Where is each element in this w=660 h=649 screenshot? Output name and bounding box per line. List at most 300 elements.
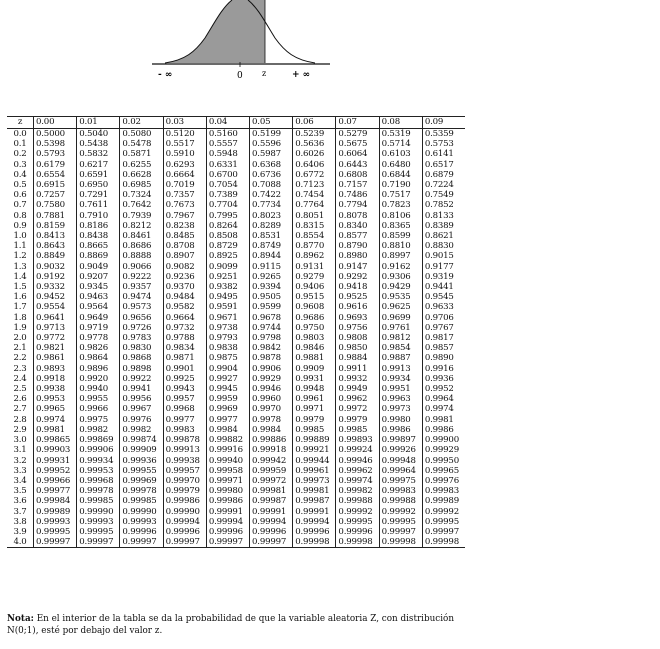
probability-cell: 0.9890 (424, 353, 454, 364)
probability-cell: 0.99976 (424, 475, 459, 486)
probability-cell: 0.99869 (77, 435, 120, 445)
probability-cell: 0.99997 (424, 526, 459, 537)
probability-cell: 0.9961 (293, 394, 336, 404)
probability-cell: 0.99988 (336, 496, 379, 506)
probability-cell: 0.9744 (250, 323, 293, 333)
probability-cell: 0.8577 (336, 231, 379, 241)
pos-infinity-label: + ∞ (292, 70, 311, 80)
probability-cell: 0.9898 (120, 364, 163, 374)
probability-cell: 0.9918 (34, 374, 77, 384)
probability-cell: 0.9706 (424, 312, 454, 323)
probability-cell: 0.9955 (77, 394, 120, 404)
probability-cell: 0.9913 (379, 364, 422, 374)
table-row (7, 323, 465, 333)
probability-cell: 0.99998 (379, 537, 422, 548)
probability-cell: 0.99996 (293, 527, 336, 537)
probability-cell: 0.99987 (250, 496, 293, 506)
table-row (7, 241, 465, 251)
probability-cell: 0.9887 (379, 353, 422, 363)
column-header: 0.09 (424, 117, 444, 128)
probability-cell: 0.8708 (163, 241, 206, 251)
probability-cell: 0.7734 (250, 200, 293, 210)
probability-cell: 0.6480 (379, 160, 422, 170)
probability-cell: 0.9970 (250, 404, 293, 414)
probability-cell: 0.5517 (163, 139, 206, 149)
probability-cell: 0.99987 (293, 496, 336, 506)
probability-cell: 0.99931 (34, 456, 77, 466)
probability-cell: 0.9857 (424, 343, 454, 354)
probability-cell: 0.7910 (77, 211, 120, 221)
probability-cell: 0.99985 (77, 496, 120, 506)
probability-cell: 0.8078 (336, 211, 379, 221)
zero-label: 0 (237, 71, 243, 81)
probability-cell: 0.9265 (250, 272, 293, 282)
probability-cell: 0.5080 (120, 129, 163, 140)
probability-cell: 0.9973 (379, 404, 422, 414)
probability-cell: 0.9938 (34, 384, 77, 394)
probability-cell: 0.99983 (424, 486, 459, 497)
table-row (7, 537, 465, 548)
probability-cell: 0.5239 (293, 129, 336, 140)
probability-cell: 0.99924 (336, 445, 379, 455)
probability-cell: 0.6217 (77, 160, 120, 170)
table-row (7, 486, 465, 496)
table-row (7, 190, 465, 200)
probability-cell: 0.5120 (163, 129, 206, 140)
probability-cell: 0.9573 (120, 302, 163, 312)
probability-cell: 0.9306 (379, 272, 422, 282)
probability-cell: 0.6736 (250, 170, 293, 180)
probability-cell: 0.9978 (250, 415, 293, 425)
probability-cell: 0.6664 (163, 170, 206, 180)
probability-cell: 0.99997 (379, 527, 422, 537)
probability-cell: 0.9608 (293, 302, 336, 312)
table-row (7, 435, 465, 445)
probability-cell: 0.9251 (206, 272, 249, 282)
row-z-value: 0.6 (7, 190, 34, 200)
row-z-value: 0.1 (7, 139, 34, 149)
probability-cell: 0.9656 (120, 313, 163, 323)
probability-cell: 0.99996 (206, 527, 249, 537)
probability-cell: 0.9985 (336, 425, 379, 435)
table-row (7, 221, 465, 231)
probability-cell: 0.9599 (250, 302, 293, 312)
probability-cell: 0.8186 (77, 221, 120, 231)
probability-cell: 0.5557 (206, 139, 249, 149)
table-row (7, 496, 465, 506)
probability-cell: 0.9878 (250, 353, 293, 363)
probability-cell: 0.99998 (336, 537, 379, 548)
probability-cell: 0.7454 (293, 190, 336, 200)
probability-cell: 0.7257 (34, 190, 77, 200)
probability-cell: 0.99992 (424, 506, 459, 517)
probability-cell: 0.8413 (34, 231, 77, 241)
row-z-value: 0.3 (7, 160, 34, 170)
row-z-value: 1.7 (7, 302, 34, 312)
probability-cell: 0.8621 (424, 231, 454, 242)
probability-cell: 0.7019 (163, 180, 206, 190)
probability-cell: 0.9292 (336, 272, 379, 282)
probability-cell: 0.7324 (120, 190, 163, 200)
probability-cell: 0.9633 (424, 302, 454, 313)
probability-cell: 0.9192 (34, 272, 77, 282)
probability-cell: 0.9793 (206, 333, 249, 343)
column-header: 0.07 (336, 117, 379, 129)
row-z-value: 0.4 (7, 170, 34, 180)
probability-cell: 0.9616 (336, 302, 379, 312)
probability-cell: 0.8023 (250, 211, 293, 221)
table-row (7, 292, 465, 302)
probability-cell: 0.99979 (163, 486, 206, 496)
probability-cell: 0.8962 (293, 251, 336, 261)
table-row (7, 527, 465, 537)
column-header: 0.04 (206, 117, 249, 129)
probability-cell: 0.99980 (206, 486, 249, 496)
probability-cell: 0.8749 (250, 241, 293, 251)
probability-cell: 0.99990 (163, 507, 206, 517)
probability-cell: 0.9981 (424, 414, 454, 425)
probability-cell: 0.9452 (34, 292, 77, 302)
probability-cell: 0.8051 (293, 211, 336, 221)
probability-cell: 0.9920 (77, 374, 120, 384)
probability-cell: 0.7088 (250, 180, 293, 190)
probability-cell: 0.9817 (424, 333, 454, 344)
probability-cell: 0.6064 (336, 149, 379, 159)
row-z-value: 2.4 (7, 374, 34, 384)
row-z-value: 0.9 (7, 221, 34, 231)
row-z-value: 3.3 (7, 466, 34, 476)
table-row (7, 374, 465, 384)
probability-cell: 0.9279 (293, 272, 336, 282)
probability-cell: 0.9932 (336, 374, 379, 384)
probability-cell: 0.99997 (163, 537, 206, 548)
table-row (7, 160, 465, 170)
probability-cell: 0.99903 (34, 445, 77, 455)
probability-cell: 0.9591 (206, 302, 249, 312)
column-header: 0.00 (34, 117, 77, 129)
probability-cell: 0.5398 (34, 139, 77, 149)
probability-cell: 0.99918 (250, 445, 293, 455)
probability-cell: 0.99997 (77, 537, 120, 548)
probability-cell: 0.9979 (293, 415, 336, 425)
probability-cell: 0.9678 (250, 313, 293, 323)
probability-cell: 0.99985 (120, 496, 163, 506)
probability-cell: 0.9332 (34, 282, 77, 292)
table-row (7, 343, 465, 353)
probability-cell: 0.9382 (206, 282, 249, 292)
row-z-value: 1.8 (7, 313, 34, 323)
table-row (7, 353, 465, 363)
probability-cell: 0.9922 (120, 374, 163, 384)
probability-cell: 0.99942 (250, 456, 293, 466)
table-note (7, 614, 467, 637)
probability-cell: 0.7967 (163, 211, 206, 221)
probability-cell: 0.9986 (424, 424, 454, 435)
probability-cell: 0.99944 (293, 456, 336, 466)
probability-cell: 0.99995 (34, 527, 77, 537)
probability-cell: 0.99993 (120, 517, 163, 527)
probability-cell: 0.8461 (120, 231, 163, 241)
probability-cell: 0.5319 (379, 129, 422, 140)
probability-cell: 0.5040 (77, 129, 120, 140)
probability-cell: 0.99993 (77, 517, 120, 527)
probability-cell: 0.7389 (206, 190, 249, 200)
probability-cell: 0.6331 (206, 160, 249, 170)
probability-cell: 0.99996 (336, 527, 379, 537)
probability-cell: 0.7673 (163, 200, 206, 210)
probability-cell: 0.9798 (250, 333, 293, 343)
probability-cell: 0.99986 (163, 496, 206, 506)
probability-cell: 0.99995 (424, 516, 459, 527)
probability-cell: 0.7157 (336, 180, 379, 190)
probability-cell: 0.9525 (336, 292, 379, 302)
probability-cell: 0.9962 (336, 394, 379, 404)
probability-cell: 0.99982 (336, 486, 379, 496)
probability-cell: 0.9830 (120, 343, 163, 353)
probability-cell: 0.6293 (163, 160, 206, 170)
probability-cell: 0.99913 (163, 445, 206, 455)
note-text: En el interior de la tabla se da la probabilidad de que la variable aleatoria Z, con distribución N(0;1), esté por debajo del valor z. (7, 614, 454, 636)
table-row (7, 129, 465, 140)
normal-curve-figure (140, 0, 340, 84)
probability-cell: 0.99962 (336, 466, 379, 476)
probability-cell: 0.99996 (163, 527, 206, 537)
probability-cell: 0.7054 (206, 180, 249, 190)
probability-cell: 0.99992 (336, 507, 379, 517)
probability-cell: 0.99996 (250, 527, 293, 537)
probability-cell: 0.9808 (336, 333, 379, 343)
table-row (7, 333, 465, 343)
row-z-value: 1.0 (7, 231, 34, 241)
probability-cell: 0.9945 (206, 384, 249, 394)
probability-cell: 0.9147 (336, 262, 379, 272)
probability-cell: 0.9975 (77, 415, 120, 425)
table-row (7, 425, 465, 435)
probability-cell: 0.8790 (336, 241, 379, 251)
probability-cell: 0.9713 (34, 323, 77, 333)
probability-cell: 0.99940 (206, 456, 249, 466)
probability-cell: 0.6406 (293, 160, 336, 170)
probability-cell: 0.99886 (250, 435, 293, 445)
row-z-value: 2.2 (7, 353, 34, 363)
probability-cell: 0.99995 (379, 517, 422, 527)
probability-cell: 0.99994 (163, 517, 206, 527)
table-row (7, 272, 465, 282)
probability-cell: 0.9916 (424, 363, 454, 374)
probability-cell: 0.9664 (163, 313, 206, 323)
probability-cell: 0.9966 (77, 404, 120, 414)
probability-cell: 0.9969 (206, 404, 249, 414)
probability-cell: 0.7642 (120, 200, 163, 210)
probability-cell: 0.8888 (120, 251, 163, 261)
probability-cell: 0.99988 (379, 496, 422, 506)
probability-cell: 0.99996 (120, 527, 163, 537)
probability-cell: 0.8508 (206, 231, 249, 241)
probability-cell: 0.9812 (379, 333, 422, 343)
probability-cell: 0.7123 (293, 180, 336, 190)
probability-cell: 0.8389 (424, 220, 454, 231)
probability-cell: 0.99865 (34, 435, 77, 445)
probability-cell: 0.99929 (424, 445, 459, 456)
column-header: 0.03 (163, 117, 206, 129)
probability-cell: 0.9345 (77, 282, 120, 292)
probability-cell: 0.7611 (77, 200, 120, 210)
probability-cell: 0.6179 (34, 160, 77, 170)
probability-cell: 0.6255 (120, 160, 163, 170)
probability-cell: 0.99971 (206, 476, 249, 486)
table-row (7, 251, 465, 261)
probability-cell: 0.9981 (34, 425, 77, 435)
probability-cell: 0.5279 (336, 129, 379, 140)
probability-cell: 0.9948 (293, 384, 336, 394)
table-row (7, 302, 465, 312)
probability-cell: 0.9838 (206, 343, 249, 353)
probability-cell: 0.9738 (206, 323, 249, 333)
probability-cell: 0.6517 (424, 159, 454, 170)
row-z-value: 0.2 (7, 149, 34, 159)
probability-cell: 0.99995 (336, 517, 379, 527)
probability-cell: 0.99964 (379, 466, 422, 476)
probability-cell: 0.8980 (336, 251, 379, 261)
probability-cell: 0.9495 (206, 292, 249, 302)
table-row (7, 313, 465, 323)
probability-cell: 0.7764 (293, 200, 336, 210)
probability-cell: 0.9505 (250, 292, 293, 302)
probability-cell: 0.9960 (250, 394, 293, 404)
probability-cell: 0.5478 (120, 139, 163, 149)
probability-cell: 0.9982 (77, 425, 120, 435)
probability-cell: 0.9719 (77, 323, 120, 333)
probability-cell: 0.9049 (77, 262, 120, 272)
probability-cell: 0.9842 (250, 343, 293, 353)
probability-cell: 0.7580 (34, 200, 77, 210)
probability-cell: 0.9977 (206, 415, 249, 425)
probability-cell: 0.6591 (77, 170, 120, 180)
probability-cell: 0.99991 (206, 507, 249, 517)
probability-cell: 0.9850 (336, 343, 379, 353)
probability-cell: 0.9871 (163, 353, 206, 363)
probability-cell: 0.99966 (34, 476, 77, 486)
probability-cell: 0.9968 (163, 404, 206, 414)
probability-cell: 0.99990 (120, 507, 163, 517)
probability-cell: 0.9875 (206, 353, 249, 363)
table-row (7, 170, 465, 180)
probability-cell: 0.8869 (77, 251, 120, 261)
probability-cell: 0.6103 (379, 149, 422, 159)
probability-cell: 0.99981 (293, 486, 336, 496)
probability-cell: 0.9986 (379, 425, 422, 435)
table-row (7, 466, 465, 476)
table-body (7, 129, 465, 548)
probability-cell: 0.99955 (120, 466, 163, 476)
probability-cell: 0.5636 (293, 139, 336, 149)
probability-cell: 0.5438 (77, 139, 120, 149)
probability-cell: 0.99959 (250, 466, 293, 476)
probability-cell: 0.9976 (120, 415, 163, 425)
probability-cell: 0.99965 (424, 465, 459, 476)
probability-cell: 0.99893 (336, 435, 379, 445)
row-z-value: 2.0 (7, 333, 34, 343)
probability-cell: 0.99998 (424, 537, 459, 548)
row-z-value: 4.0 (7, 537, 34, 548)
table-row (7, 139, 465, 149)
probability-cell: 0.99978 (120, 486, 163, 496)
probability-cell: 0.99991 (250, 507, 293, 517)
row-z-value: 2.8 (7, 415, 34, 425)
probability-cell: 0.99994 (206, 517, 249, 527)
probability-cell: 0.99934 (77, 456, 120, 466)
probability-cell: 0.6772 (293, 170, 336, 180)
probability-cell: 0.9535 (379, 292, 422, 302)
probability-cell: 0.9980 (379, 415, 422, 425)
probability-cell: 0.9940 (77, 384, 120, 394)
probability-cell: 0.8907 (163, 251, 206, 261)
row-z-value: 1.2 (7, 251, 34, 261)
probability-cell: 0.9904 (206, 364, 249, 374)
probability-cell: 0.7704 (206, 200, 249, 210)
probability-cell: 0.8159 (34, 221, 77, 231)
probability-cell: 0.99946 (336, 456, 379, 466)
probability-cell: 0.99897 (379, 435, 422, 445)
probability-cell: 0.6700 (206, 170, 249, 180)
row-z-value: 0.8 (7, 211, 34, 221)
row-z-value: 1.1 (7, 241, 34, 251)
probability-cell: 0.99997 (120, 537, 163, 548)
probability-cell: 0.99953 (77, 466, 120, 476)
probability-cell: 0.8340 (336, 221, 379, 231)
probability-cell: 0.9936 (424, 373, 454, 384)
probability-cell: 0.9868 (120, 353, 163, 363)
probability-cell: 0.99900 (424, 435, 459, 446)
probability-cell: 0.9162 (379, 262, 422, 272)
neg-infinity-label: - ∞ (158, 70, 173, 80)
probability-cell: 0.7190 (379, 180, 422, 190)
probability-cell: 0.8106 (379, 211, 422, 221)
probability-cell: 0.9929 (250, 374, 293, 384)
probability-cell: 0.99983 (379, 486, 422, 496)
row-z-value: 1.4 (7, 272, 34, 282)
row-z-value: 3.1 (7, 445, 34, 455)
row-z-value: 2.3 (7, 364, 34, 374)
probability-cell: 0.9015 (424, 251, 454, 262)
probability-cell: 0.7939 (120, 211, 163, 221)
probability-cell: 0.99975 (379, 476, 422, 486)
probability-cell: 0.8997 (379, 251, 422, 261)
shaded-area-under-curve (165, 0, 265, 63)
probability-cell: 0.9864 (77, 353, 120, 363)
probability-cell: 0.5910 (163, 149, 206, 159)
table-row (7, 262, 465, 272)
probability-cell: 0.5160 (206, 129, 249, 140)
probability-cell: 0.7823 (379, 200, 422, 210)
probability-cell: 0.9983 (163, 425, 206, 435)
probability-cell: 0.9207 (77, 272, 120, 282)
probability-cell: 0.9693 (336, 313, 379, 323)
probability-cell: 0.9846 (293, 343, 336, 353)
probability-cell: 0.99878 (163, 435, 206, 445)
z-column-header: z (7, 117, 34, 129)
probability-cell: 0.99921 (293, 445, 336, 455)
column-header: 0.06 (293, 117, 336, 129)
probability-cell: 0.8686 (120, 241, 163, 251)
probability-cell: 0.8665 (77, 241, 120, 251)
probability-cell: 0.6554 (34, 170, 77, 180)
probability-cell: 0.9893 (34, 364, 77, 374)
probability-cell: 0.5753 (424, 139, 454, 150)
probability-cell: 0.6443 (336, 160, 379, 170)
probability-cell: 0.9783 (120, 333, 163, 343)
probability-cell: 0.9564 (77, 302, 120, 312)
